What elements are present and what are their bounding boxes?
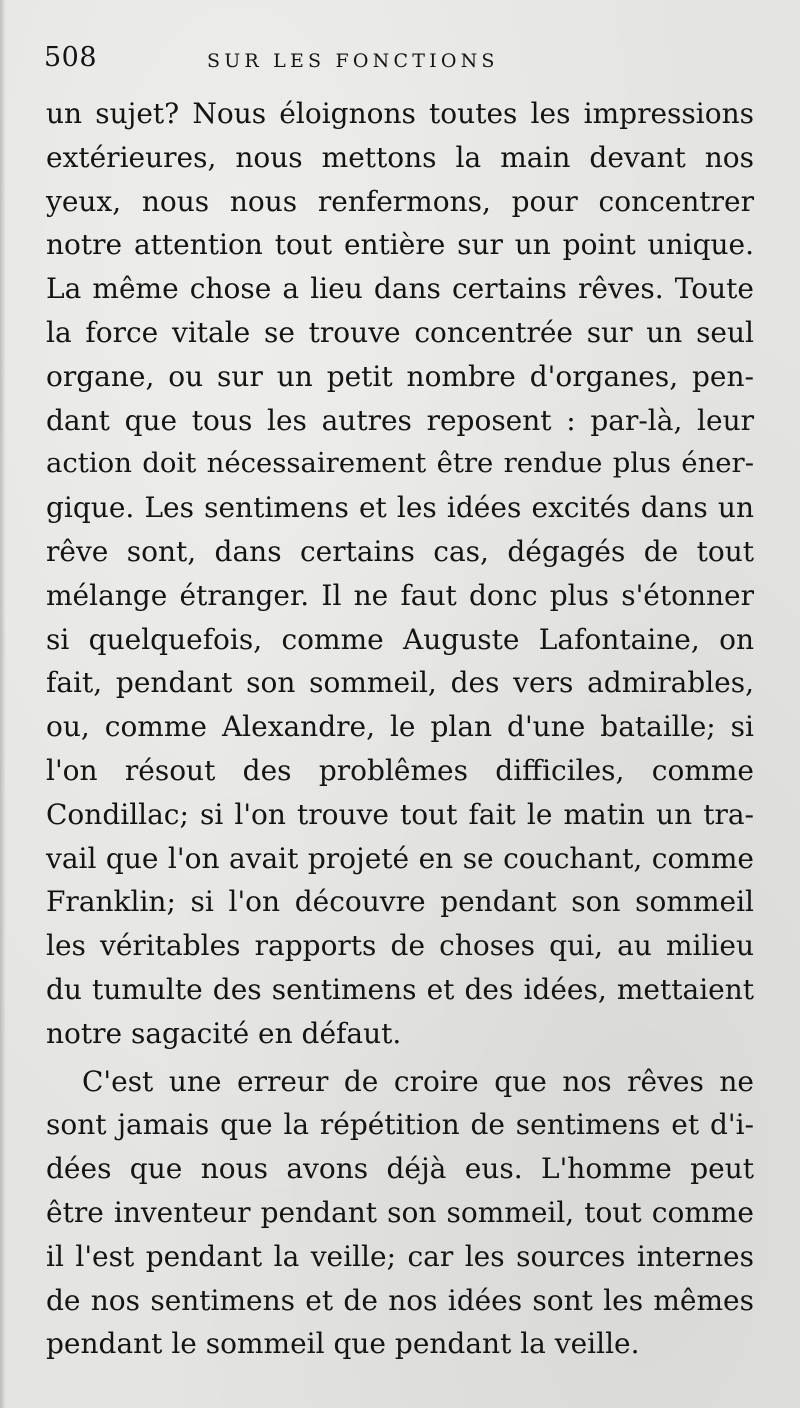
text-line: la force vitale se trouve concentrée sur un seul: [46, 315, 754, 349]
text-line: organe, ou sur un petit nombre d'organes, pen-: [46, 359, 754, 393]
text-line: si quelquefois, comme Auguste Lafontaine, on: [46, 622, 754, 656]
text-line: La même chose a lieu dans certains rêves. Toute: [46, 272, 754, 306]
running-title: SUR LES FONCTIONS: [207, 50, 499, 72]
text-line: vail que l'on avait projeté en se couchant, comme: [46, 841, 754, 875]
text-line: dant que tous les autres reposent : par-là, leur: [46, 403, 754, 437]
text-line: C'est une erreur de croire que nos rêves ne: [82, 1064, 754, 1098]
paragraph: [46, 92, 754, 1056]
paragraph: [46, 1060, 754, 1367]
text-line: un sujet? Nous éloignons toutes les impressions: [46, 97, 754, 130]
text-line: mélange étranger. Il ne faut donc plus s'étonner: [46, 578, 754, 612]
text-line: action doit nécessairement être rendue plus éner-: [46, 447, 754, 480]
page-number: 508: [44, 42, 98, 73]
text-line: Franklin; si l'on découvre pendant son sommeil: [46, 885, 754, 919]
text-line: être inventeur pendant son sommeil, tout comme: [46, 1195, 754, 1229]
text-line: extérieures, nous mettons la main devant nos: [46, 140, 754, 174]
text-line: de nos sentimens et de nos idées sont les mêmes: [46, 1283, 754, 1317]
text-line: les véritables rapports de choses qui, au milieu: [46, 929, 754, 963]
text-line: du tumulte des sentimens et des idées, mettaient: [46, 972, 754, 1006]
text-line: pendant le sommeil que pendant la veille.: [46, 1327, 640, 1361]
text-line: notre attention tout entière sur un point unique.: [46, 228, 754, 262]
text-line: rêve sont, dans certains cas, dégagés de tout: [46, 534, 754, 568]
running-head: [44, 38, 764, 78]
text-line: yeux, nous nous renfermons, pour concentrer: [46, 184, 754, 218]
text-line: l'on résout des problêmes difficiles, comme: [46, 753, 754, 787]
body-text: [46, 92, 754, 1366]
text-line: fait, pendant son sommeil, des vers admirables,: [46, 666, 754, 700]
page-gutter-shadow: [0, 0, 6, 1408]
text-line: dées que nous avons déjà eus. L'homme peut: [46, 1152, 754, 1186]
text-line: ou, comme Alexandre, le plan d'une bataille; si: [46, 710, 754, 744]
text-line: Condillac; si l'on trouve tout fait le matin un tra-: [46, 797, 754, 831]
text-line: notre sagacité en défaut.: [46, 1016, 402, 1050]
text-line: sont jamais que la répétition de sentimens et d'i-: [46, 1108, 754, 1142]
text-line: il l'est pendant la veille; car les sources internes: [46, 1239, 754, 1273]
text-line: gique. Les sentimens et les idées excités dans un: [46, 491, 754, 525]
